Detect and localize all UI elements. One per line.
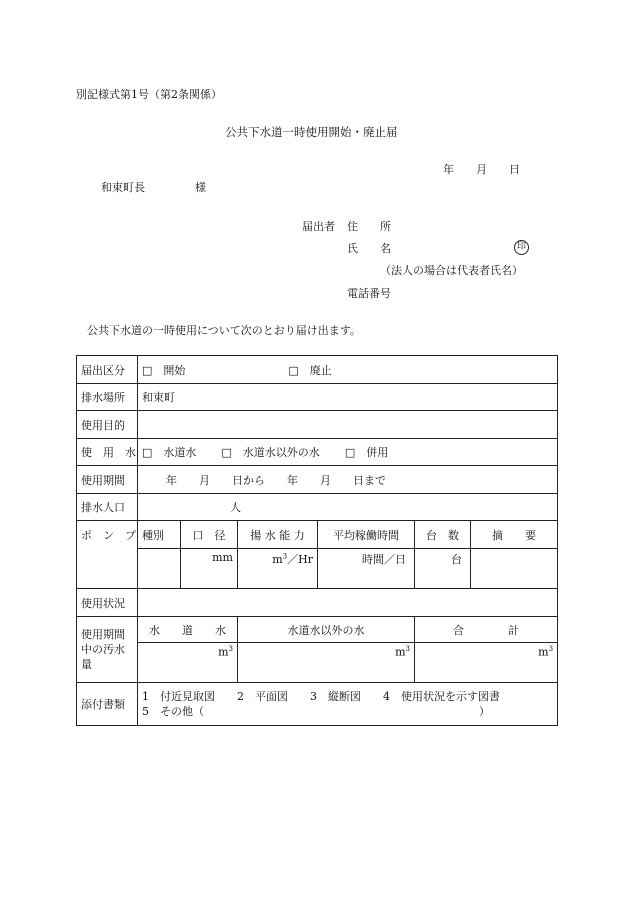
row-submission-type bbox=[77, 356, 558, 384]
pump-capacity-field[interactable]: $m^3/Hr$ bbox=[238, 549, 318, 589]
seal-mark-text: 印 bbox=[514, 240, 529, 255]
sewage-header-other: 水道水以外の水 bbox=[238, 617, 415, 643]
seal-mark bbox=[514, 239, 529, 255]
usage-status-label: 使用状況 bbox=[77, 589, 138, 617]
pump-label: ポ ン プ bbox=[77, 521, 138, 589]
usage-status-field[interactable] bbox=[138, 589, 558, 617]
sewage-header-total: 合 計 bbox=[415, 617, 558, 643]
intro-statement: 公共下水道の一時使用について次のとおり届け出ます。 bbox=[87, 324, 361, 337]
row-drainage-population bbox=[77, 494, 558, 521]
row-pump-headers bbox=[77, 521, 558, 549]
addressee: 和束町長 bbox=[101, 181, 145, 194]
water-type-options bbox=[138, 439, 558, 466]
sewage-header-tap: 水 道 水 bbox=[138, 617, 238, 643]
row-sewage-headers bbox=[77, 617, 558, 643]
row-attachments bbox=[77, 683, 558, 726]
purpose-label: 使用目的 bbox=[77, 411, 138, 439]
usage-period-label: 使用期間 bbox=[77, 466, 138, 494]
purpose-field[interactable] bbox=[138, 411, 558, 439]
row-usage-status bbox=[77, 589, 558, 617]
water-type-label: 使 用 水 bbox=[77, 439, 138, 466]
pump-header-remarks: 摘 要 bbox=[471, 521, 558, 549]
corporate-note: （法人の場合は代表者氏名） bbox=[380, 264, 523, 277]
submission-type-options bbox=[138, 356, 558, 384]
pump-header-type: 種別 bbox=[138, 521, 181, 549]
pump-count-field[interactable]: 台 bbox=[415, 549, 471, 589]
pump-diameter-field[interactable]: mm bbox=[181, 549, 238, 589]
pump-type-field[interactable] bbox=[138, 549, 181, 589]
pump-header-capacity: 揚 水 能 力 bbox=[238, 521, 318, 549]
pump-header-count: 台 数 bbox=[415, 521, 471, 549]
row-water-type bbox=[77, 439, 558, 466]
combined-water-checkbox[interactable]: □ 併用 bbox=[344, 446, 389, 459]
pump-header-hours: 平均稼働時間 bbox=[318, 521, 415, 549]
row-usage-period bbox=[77, 466, 558, 494]
attachments-line-1[interactable]: 1 付近見取図 2 平面図 3 縦断図 4 使用状況を示す図書 bbox=[142, 690, 500, 703]
document-title: 公共下水道一時使用開始・廃止届 bbox=[225, 125, 398, 139]
submission-type-label: 届出区分 bbox=[77, 356, 138, 384]
drainage-location-value[interactable]: 和束町 bbox=[138, 384, 558, 411]
drainage-population-label: 排水人口 bbox=[77, 494, 138, 521]
form-reference: 別記様式第1号（第2条関係） bbox=[76, 88, 222, 101]
applicant-label: 届出者 bbox=[302, 220, 335, 233]
pump-hours-field[interactable]: 時間／日 bbox=[318, 549, 415, 589]
row-drainage-location bbox=[77, 384, 558, 411]
other-water-checkbox[interactable]: □ 水道水以外の水 bbox=[221, 446, 320, 459]
row-purpose bbox=[77, 411, 558, 439]
row-pump-values bbox=[77, 549, 558, 589]
name-label: 氏 名 bbox=[347, 242, 391, 255]
drainage-location-label: 排水場所 bbox=[77, 384, 138, 411]
sewage-tap-field[interactable]: $m^3$ bbox=[138, 643, 238, 683]
row-sewage-values bbox=[77, 643, 558, 683]
attachments-list bbox=[138, 683, 558, 726]
pump-header-diameter: 口 径 bbox=[181, 521, 238, 549]
honorific: 様 bbox=[195, 181, 206, 194]
drainage-population-field[interactable] bbox=[138, 494, 558, 521]
pump-remarks-field[interactable] bbox=[471, 549, 558, 589]
phone-label: 電話番号 bbox=[347, 287, 391, 300]
usage-period-value[interactable]: 年 月 日から 年 月 日まで bbox=[138, 466, 558, 494]
submission-date[interactable]: 年 月 日 bbox=[443, 163, 520, 176]
attachments-line-2[interactable]: 5 その他（ ） bbox=[142, 705, 490, 718]
tap-water-checkbox[interactable]: □ 水道水 bbox=[142, 446, 197, 459]
start-checkbox[interactable]: □ 開始 bbox=[142, 363, 186, 377]
sewage-total-field[interactable]: $m^3$ bbox=[415, 643, 558, 683]
sewage-other-field[interactable]: $m^3$ bbox=[238, 643, 415, 683]
attachments-label: 添付書類 bbox=[77, 683, 138, 726]
stop-checkbox[interactable]: □ 廃止 bbox=[288, 363, 332, 377]
application-form-table bbox=[76, 355, 558, 726]
population-unit: 人 bbox=[230, 501, 241, 514]
address-label: 住 所 bbox=[347, 220, 391, 233]
sewage-volume-label: 使用期間中の汚水量 bbox=[77, 617, 138, 683]
